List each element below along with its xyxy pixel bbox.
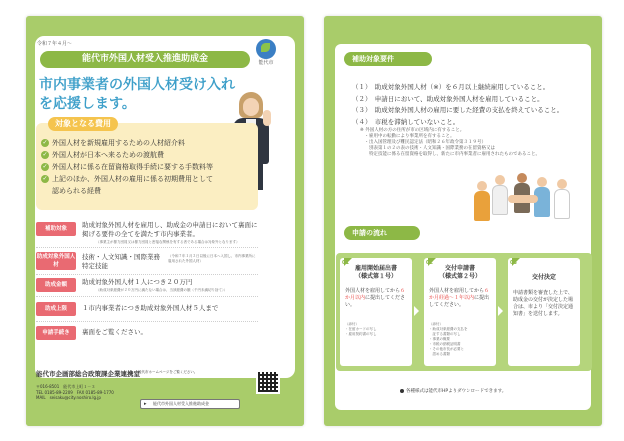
headline-line: を応援します。 [39,96,136,112]
flow-step [340,258,412,366]
logo-text: 能代市 [258,60,274,66]
step-title: 交付申請書 （様式第２号） [438,265,481,280]
effective-date: 令和７年４月～ [37,41,73,47]
list-item-continued: 認められる経費 [52,187,101,195]
step-title: 交付決定 [531,274,556,281]
list-item: ✓ 上記のほか、外国人材の雇用に係る初期費用として [42,175,213,183]
check-icon: ✓ [42,139,48,146]
requirements-notes: ※ 外国人材の方の住所が市の区域内に有すること。 ・雇用中の転勤により事業所を有すること。 ・出入国管理及び難民認定法（昭和２６年政令第３１９号） 別表第１の２の表の技術・人文知識・国際業務の在留資格又は 特定技能に係る在留資格を取得し、新たに市内事業者に雇用されたものであること。 [360,128,540,157]
qr-code[interactable] [256,370,280,394]
row-content: 技術・人文知識・国際業務 特定技能 [82,253,160,270]
flow-title: 申請の流れ [344,226,420,240]
step-body: 申請書類を審査した上で、助成金の交付が決定した場合は、市より「交付決定通知書」を送付します。 [513,290,574,317]
team-hands-illustration [470,173,575,225]
row-label: 助成金額 [36,278,76,292]
arrow-icon: ▸ [144,401,147,407]
check-icon: ✓ [42,175,48,182]
bullet-icon [400,389,404,393]
row-content: １市内事業者につき助成対象外国人材５人まで [82,304,219,312]
row-label: 補助対象 [36,222,76,236]
step-number: 01 [342,260,349,266]
download-note: 各種様式は能代市HPよりダウンロードできます。 [400,388,506,394]
flow-step [508,258,580,366]
requirements-list [352,82,592,128]
step-attachments: （添付） ・在留カードの写し ・雇用契約書の写し [345,322,377,336]
check-icon: ✓ [42,151,48,158]
row-content: 裏面をご覧ください。 [82,328,147,336]
step-attachments: （添付） ・助成対象経費の支払を 証する書類の写し ・事業の概要 ・市税の納税証明書 ・その他市長が必要と 認める書類 [429,322,468,356]
eligible-costs-list [41,137,226,197]
headline [39,76,249,114]
chevron-right-icon [414,306,419,316]
row-label: 助成対象外国人材 [36,254,76,268]
list-item: （３） 助成対象外国人材の雇用に要した経費の支払を終えていること。 [352,106,564,114]
website-link-button[interactable]: ▸ 能代市外国人材受入推進助成金 [140,399,240,409]
qr-code-icon [258,372,278,392]
step-number: 02 [426,260,433,266]
step-body: 外国人材を雇用してから６か月経過～１年以内に提出してください。 [429,288,490,308]
list-item: （４） 市税を滞納していないこと。 [352,117,460,126]
chevron-right-icon [498,306,503,316]
check-icon: ✓ [42,163,48,170]
contact-address: 〒016-8501 能代市上町１－３ TEL 0185-89-2209 FAX 0185-89-1770 MAIL seisaku@city.noshiro.lg.jp [36,384,114,400]
row-content: 助成対象外国人材を雇用し、助成金の申請日において裏面に 掲げる要件の全てを満たす市内事業者。 [82,221,258,238]
headline-line: 市内事業者の外国人材受け入れ [39,77,235,93]
step-title: 雇用開始届出書 （様式第１号） [354,265,397,280]
step-number: 03 [510,260,517,266]
row-note: （令和７年１月２日以後に日本へ入国し、市内事業所に雇用された外国人材） [168,254,256,263]
city-logo [254,39,278,65]
row-content: 助成対象外国人材１人につき２０万円 [82,278,193,286]
list-item: ✓ 外国人材を新規雇用するための人材紹介料 [42,139,185,147]
row-note: （事業主が暴力団員又は暴力団員と密接な関係を有する者である場合は対象外となります） [96,240,240,244]
list-item: ✓ 外国人材に係る在留資格取得手続に要する手数料等 [42,163,213,171]
logo-leaf-icon [261,43,270,52]
row-label: 助成上限 [36,302,76,316]
row-note: （助成対象経費が２０万円に満たない場合は、当該経費の額（千円未満切り捨て）） [96,288,228,292]
website-note: 能代市ホームページをご覧ください。 [138,370,198,374]
list-item: ✓ 外国人材が日本へ来るための渡航費 [42,151,164,159]
department-name: 能代市企画部総合政策課企業連携室 [36,370,140,378]
row-label: 申請手続き [36,326,76,340]
flow-step [424,258,496,366]
program-title: 能代市外国人材受入推進助成金 [40,51,250,68]
eligible-costs-tab: 対象となる費用 [48,117,118,131]
step-body: 外国人材を雇用してから６か月以内に提出してください。 [345,288,406,308]
list-item: （２） 申請日において、助成対象外国人材を雇用していること。 [352,94,544,103]
list-item: （１） 助成対象外国人材（※）を６月以上継続雇用していること。 [352,83,550,91]
requirements-title: 補助対象要件 [344,52,432,66]
